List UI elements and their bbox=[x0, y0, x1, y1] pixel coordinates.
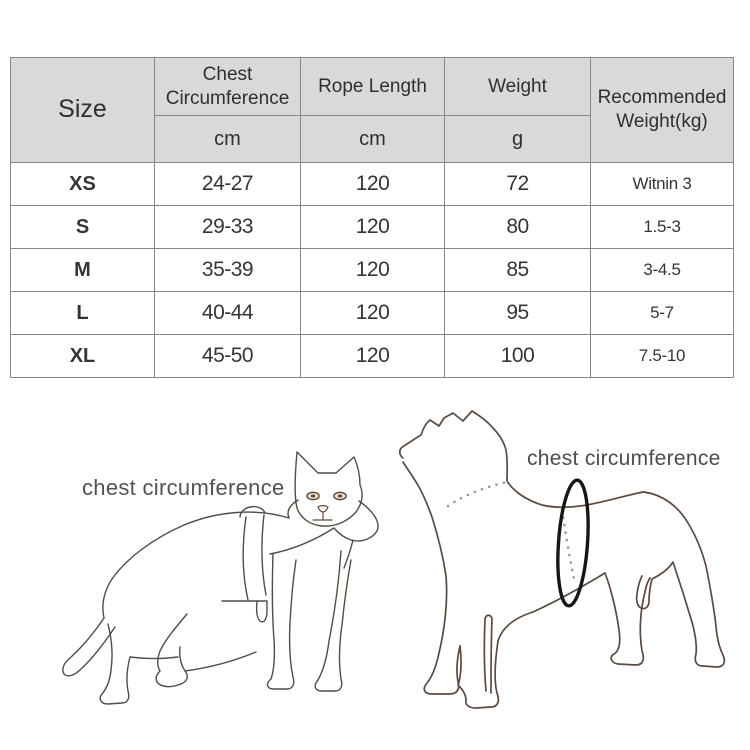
cat-chest-line bbox=[344, 540, 353, 568]
col-header-rope-length: Rope Length bbox=[301, 58, 445, 116]
dog-chest-circumference-label: chest circumference bbox=[527, 447, 721, 470]
rope-cell: 120 bbox=[301, 292, 445, 335]
unit-chest-cm: cm bbox=[155, 116, 301, 163]
recommended-cell: 3-4.5 bbox=[591, 249, 734, 292]
cat-illustration bbox=[60, 400, 390, 750]
measuring-dotted-line bbox=[448, 482, 575, 584]
cat-chest-circumference-label: chest circumference bbox=[82, 475, 285, 500]
rope-cell: 120 bbox=[301, 249, 445, 292]
col-header-size: Size bbox=[11, 58, 155, 163]
table-header-row bbox=[11, 58, 734, 116]
dog-chest-front-leg bbox=[403, 462, 460, 694]
rope-cell: 120 bbox=[301, 206, 445, 249]
cat-hind-leg-near bbox=[156, 614, 187, 687]
cat-nose-mouth bbox=[313, 506, 332, 521]
cat-harness-tab bbox=[257, 601, 267, 622]
table-row-m bbox=[11, 249, 734, 292]
rope-cell: 120 bbox=[301, 335, 445, 378]
dog-front-leg-far bbox=[458, 612, 533, 708]
weight-cell: 85 bbox=[445, 249, 591, 292]
cat-back-line bbox=[103, 512, 289, 618]
cat-harness-strap bbox=[243, 515, 266, 600]
weight-cell: 72 bbox=[445, 163, 591, 206]
recommended-cell: 1.5-3 bbox=[591, 206, 734, 249]
cat-harness-chest-strap bbox=[270, 528, 334, 554]
table-row-xs bbox=[11, 163, 734, 206]
chest-cell: 24-27 bbox=[155, 163, 301, 206]
dog-illustration bbox=[390, 390, 750, 750]
cat-ruff-right bbox=[334, 501, 378, 541]
chest-cell: 29-33 bbox=[155, 206, 301, 249]
chest-cell: 35-39 bbox=[155, 249, 301, 292]
col-header-chest-circumference: Chest Circumference bbox=[155, 58, 301, 116]
recommended-cell: Witnin 3 bbox=[591, 163, 734, 206]
chest-cell: 40-44 bbox=[155, 292, 301, 335]
recommended-cell: 5-7 bbox=[591, 292, 734, 335]
cat-tail bbox=[63, 618, 115, 676]
chest-circumference-ellipse bbox=[554, 479, 592, 607]
recommended-cell: 7.5-10 bbox=[591, 335, 734, 378]
dog-hind-leg-near bbox=[605, 573, 650, 665]
col-header-weight: Weight bbox=[445, 58, 591, 116]
size-cell: L bbox=[11, 292, 155, 335]
weight-cell: 95 bbox=[445, 292, 591, 335]
cat-eyes bbox=[307, 492, 346, 499]
cat-belly-line bbox=[130, 652, 256, 671]
size-cell: M bbox=[11, 249, 155, 292]
cat-front-leg-far bbox=[267, 554, 296, 689]
unit-weight-g: g bbox=[445, 116, 591, 163]
size-cell: S bbox=[11, 206, 155, 249]
chest-cell: 45-50 bbox=[155, 335, 301, 378]
size-table bbox=[10, 57, 734, 378]
size-cell: XL bbox=[11, 335, 155, 378]
dog-front-leg-slit bbox=[484, 615, 492, 693]
rope-cell: 120 bbox=[301, 163, 445, 206]
table-row-l bbox=[11, 292, 734, 335]
table-row-s bbox=[11, 206, 734, 249]
cat-hind-leg-far bbox=[100, 624, 130, 704]
table-row-xl bbox=[11, 335, 734, 378]
size-cell: XS bbox=[11, 163, 155, 206]
weight-cell: 100 bbox=[445, 335, 591, 378]
cat-front-leg-near bbox=[315, 551, 351, 691]
weight-cell: 80 bbox=[445, 206, 591, 249]
col-header-recommended-weight: Recommended Weight(kg) bbox=[591, 58, 734, 163]
cat-head bbox=[295, 452, 362, 526]
unit-rope-cm: cm bbox=[301, 116, 445, 163]
